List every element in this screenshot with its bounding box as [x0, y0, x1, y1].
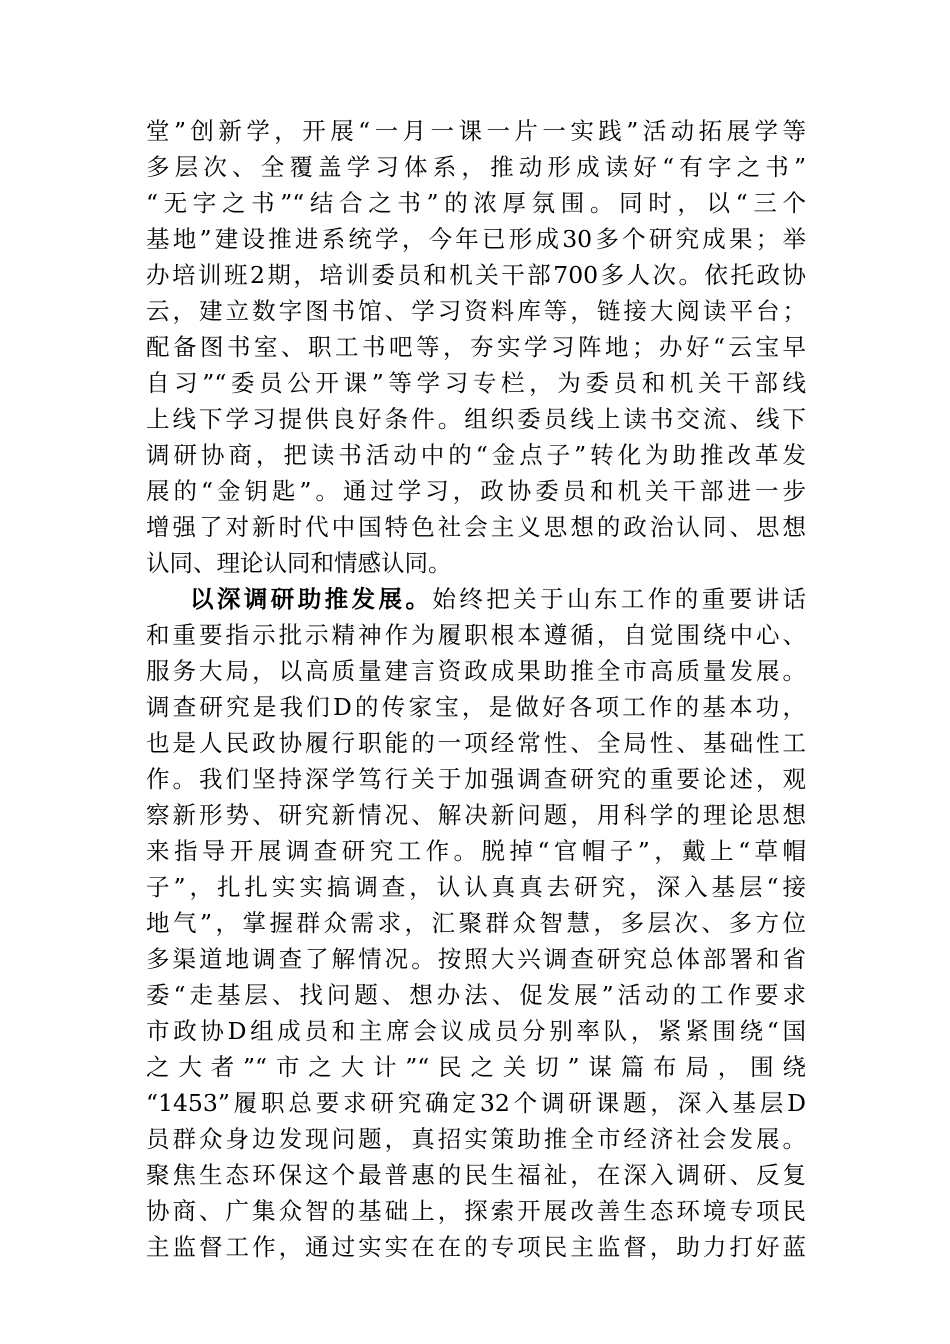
text-line: 地气”，掌握群众需求，汇聚群众智慧，多层次、多方位 [146, 909, 806, 937]
text-line: 堂”创新学，开展“一月一课一片一实践”活动拓展学等 [146, 117, 806, 145]
text-line: 多渠道地调查了解情况。按照大兴调查研究总体部署和省 [146, 945, 806, 973]
text-line: 配备图书室、职工书吧等，夯实学习阵地；办好“云宝早 [146, 333, 806, 361]
text-line: 服务大局，以高质量建言资政成果助推全市高质量发展。 [146, 657, 806, 685]
text-line: 基地”建设推进系统学，今年已形成30多个研究成果；举 [146, 225, 806, 253]
text-line: 云，建立数字图书馆、学习资料库等，链接大阅读平台； [146, 297, 806, 325]
text-line: 调查研究是我们D的传家宝，是做好各项工作的基本功， [146, 693, 806, 721]
text-line: 多层次、全覆盖学习体系，推动形成读好“有字之书” [146, 153, 806, 181]
text-line: 也是人民政协履行职能的一项经常性、全局性、基础性工 [146, 729, 806, 757]
text-line: 协商、广集众智的基础上，探索开展改善生态环境专项民 [146, 1197, 806, 1225]
text-line: 子”，扎扎实实搞调查，认认真真去研究，深入基层“接 [146, 873, 806, 901]
text-line: 聚焦生态环保这个最普惠的民生福祉，在深入调研、反复 [146, 1161, 806, 1189]
text-line: 增强了对新时代中国特色社会主义思想的政治认同、思想 [146, 513, 806, 541]
paragraph-heading: 以深调研助推发展。 [190, 585, 433, 613]
text-line: 之大者”“市之大计”“民之关切”谋篇布局，围绕 [146, 1053, 806, 1081]
text-line: “无字之书”“结合之书”的浓厚氛围。同时，以“三个 [146, 189, 806, 217]
paragraph-study [146, 113, 806, 581]
text-line: 作。我们坚持深学笃行关于加强调查研究的重要论述，观 [146, 765, 806, 793]
text-line: 察新形势、研究新情况、解决新问题，用科学的理论思想 [146, 801, 806, 829]
paragraph-first-line [146, 581, 806, 617]
text-line: 员群众身边发现问题，真招实策助推全市经济社会发展。 [146, 1125, 806, 1153]
text-line: 委“走基层、找问题、想办法、促发展”活动的工作要求 [146, 981, 806, 1009]
text-line: “1453”履职总要求研究确定32个调研课题，深入基层D [146, 1089, 806, 1117]
text-line: 来指导开展调查研究工作。脱掉“官帽子”，戴上“草帽 [146, 837, 806, 865]
document-page [146, 113, 806, 1265]
text-line: 办培训班2期，培训委员和机关干部700多人次。依托政协 [146, 261, 806, 289]
text-line: 展的“金钥匙”。通过学习，政协委员和机关干部进一步 [146, 477, 806, 505]
text-line: 和重要指示批示精神作为履职根本遵循，自觉围绕中心、 [146, 621, 806, 649]
text-line: 自习”“委员公开课”等学习专栏，为委员和机关干部线 [146, 369, 806, 397]
text-run: 始终把关于山东工作的重要讲话 [432, 585, 806, 613]
paragraph-research [146, 581, 806, 1265]
text-line: 主监督工作，通过实实在在的专项民主监督，助力打好蓝 [146, 1233, 806, 1261]
text-line: 市政协D组成员和主席会议成员分别率队，紧紧围绕“国 [146, 1017, 806, 1045]
text-line: 认同、理论认同和情感认同。 [146, 549, 452, 577]
text-line: 上线下学习提供良好条件。组织委员线上读书交流、线下 [146, 405, 806, 433]
text-line: 调研协商，把读书活动中的“金点子”转化为助推改革发 [146, 441, 806, 469]
